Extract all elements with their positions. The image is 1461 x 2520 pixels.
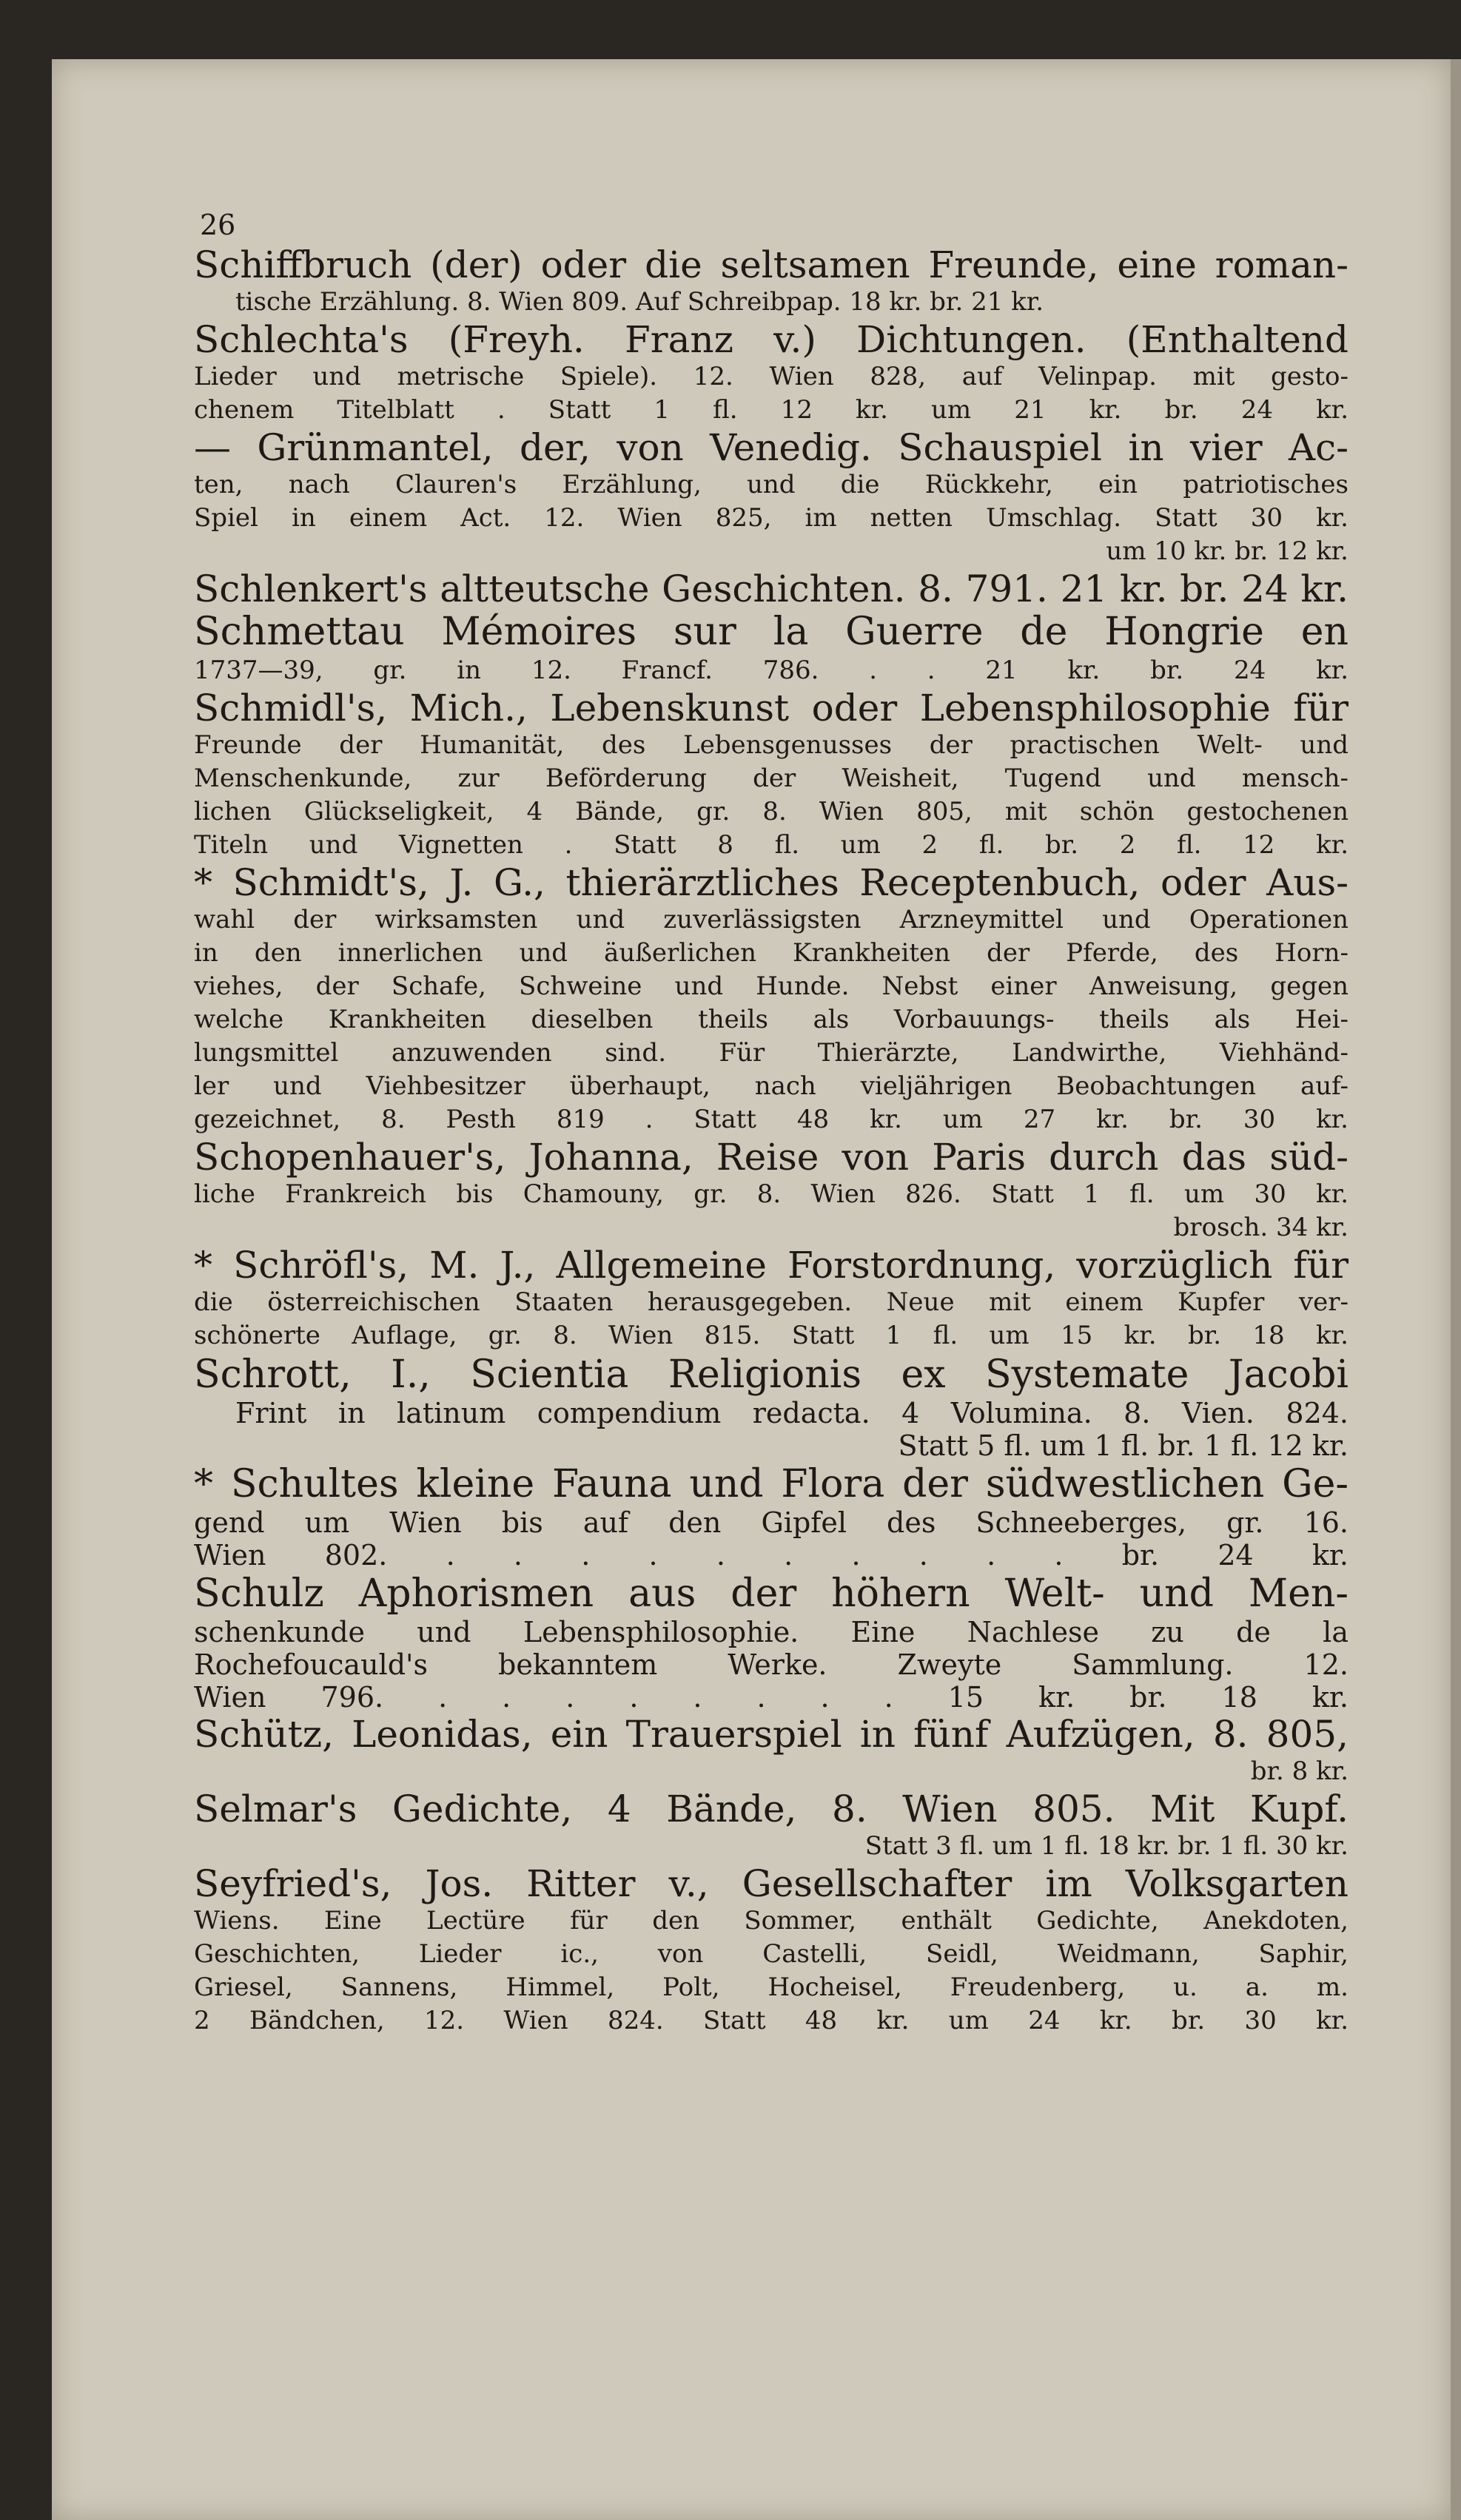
entry-line: chenem Titelblatt . Statt 1 fl. 12 kr. um 21 kr. br. 24 kr. [194,395,1349,425]
entry-heading: Schlenkert's altteutsche Geschichten. 8. 791. 21 kr. br. 24 kr. [194,568,1349,610]
entry-line: die österreichischen Staaten herausgegeben. Neue mit einem Kupfer ver- [194,1287,1349,1317]
entry-price: Statt 3 fl. um 1 fl. 18 kr. br. 1 fl. 30 kr. [864,1831,1349,1861]
entry-heading: * Schmidt's, J. G., thierärztliches Receptenbuch, oder Aus- [194,862,1349,903]
entry-heading: Schiffbruch (der) oder die seltsamen Freunde, eine roman- [194,244,1349,286]
entry-line: Freunde der Humanität, des Lebensgenusses der practischen Welt- und [194,730,1349,760]
catalog-entries [194,244,1349,2038]
entry-schultes [194,1462,1349,1571]
entry-line: schenkunde und Lebensphilosophie. Eine Nachlese zu de la [194,1616,1349,1648]
entry-heading: Schulz Aphorismen aus der höhern Welt- und Men- [194,1571,1349,1616]
entry-line: Wiens. Eine Lectüre für den Sommer, enthält Gedichte, Anekdoten, [194,1906,1349,1936]
entry-schiffbruch [194,244,1349,319]
entry-heading: Schmettau Mémoires sur la Guerre de Hongrie en [194,610,1349,654]
entry-line: lichen Glückseligkeit, 4 Bände, gr. 8. Wien 805, mit schön gestochenen [194,797,1349,826]
entry-line: schönerte Auflage, gr. 8. Wien 815. Statt 1 fl. um 15 kr. br. 18 kr. [194,1321,1349,1350]
entry-line: Wien 802. . . . . . . . . . . br. 24 kr. [194,1539,1349,1571]
entry-schmidt [194,862,1349,1136]
entry-heading: Schlechta's (Freyh. Franz v.) Dichtungen. (Enthaltend [194,319,1349,360]
entry-schlenkert [194,568,1349,610]
entry-line: ten, nach Clauren's Erzählung, und die Rückkehr, ein patriotisches [194,470,1349,499]
entry-line: ler und Viehbesitzer überhaupt, nach vieljährigen Beobachtungen auf- [194,1071,1349,1101]
entry-line: 2 Bändchen, 12. Wien 824. Statt 48 kr. um 24 kr. br. 30 kr. [194,2006,1349,2035]
entry-price: um 10 kr. br. 12 kr. [1106,536,1349,566]
entry-schuetz [194,1714,1349,1788]
entry-schlechta [194,319,1349,427]
entry-price: brosch. 34 kr. [1173,1213,1349,1242]
entry-line: tische Erzählung. 8. Wien 809. Auf Schreibpap. 18 kr. br. 21 kr. [235,287,1044,317]
entry-line: Frint in latinum compendium redacta. 4 Volumina. 8. Vien. 824. [235,1397,1349,1429]
entry-line: welche Krankheiten dieselben theils als Vorbauungs- theils als Hei- [194,1005,1349,1034]
entry-line: Spiel in einem Act. 12. Wien 825, im netten Umschlag. Statt 30 kr. [194,503,1349,533]
entry-line: gezeichnet, 8. Pesth 819 . Statt 48 kr. um 27 kr. br. 30 kr. [194,1105,1349,1134]
entry-price: br. 8 kr. [1250,1756,1349,1786]
entry-line: liche Frankreich bis Chamouny, gr. 8. Wien 826. Statt 1 fl. um 30 kr. [194,1179,1349,1209]
entry-line: wahl der wirksamsten und zuverlässigsten Arzneymittel und Operationen [194,905,1349,934]
entry-heading: Selmar's Gedichte, 4 Bände, 8. Wien 805. Mit Kupf. [194,1788,1349,1830]
entry-schmidl [194,687,1349,862]
entry-heading: Schopenhauer's, Johanna, Reise von Paris durch das süd- [194,1136,1349,1178]
entry-schrott [194,1352,1349,1462]
entry-schopenhauer [194,1136,1349,1244]
entry-line: Geschichten, Lieder ic., von Castelli, Seidl, Weidmann, Saphir, [194,1939,1349,1969]
entry-seyfried [194,1863,1349,2038]
entry-line: 1737—39, gr. in 12. Francf. 786. . . 21 kr. br. 24 kr. [194,656,1349,685]
entry-heading: — Grünmantel, der, von Venedig. Schauspiel in vier Ac- [194,427,1349,468]
entry-heading: * Schröfl's, M. J., Allgemeine Forstordnung, vorzüglich für [194,1244,1349,1286]
entry-line: in den innerlichen und äußerlichen Krankheiten der Pferde, des Horn- [194,938,1349,968]
entry-heading: Seyfried's, Jos. Ritter v., Gesellschafter im Volksgarten [194,1863,1349,1904]
entry-schulz [194,1571,1349,1714]
entry-line: gend um Wien bis auf den Gipfel des Schneeberges, gr. 16. [194,1506,1349,1539]
entry-selmar [194,1788,1349,1863]
page-number: 26 [200,209,236,241]
entry-heading: Schmidl's, Mich., Lebenskunst oder Lebensphilosophie für [194,687,1349,729]
entry-gruenmantel [194,427,1349,568]
entry-line: viehes, der Schafe, Schweine und Hunde. Nebst einer Anweisung, gegen [194,971,1349,1001]
entry-line: Rochefoucauld's bekanntem Werke. Zweyte Sammlung. 12. [194,1648,1349,1681]
entry-line: lungsmittel anzuwenden sind. Für Thierärzte, Landwirthe, Viehhänd- [194,1038,1349,1068]
entry-line: Menschenkunde, zur Beförderung der Weisheit, Tugend und mensch- [194,764,1349,793]
entry-heading: Schütz, Leonidas, ein Trauerspiel in fünf Aufzügen, 8. 805, [194,1714,1349,1755]
entry-line: Lieder und metrische Spiele). 12. Wien 828, auf Velinpap. mit gesto- [194,362,1349,391]
entry-schmettau [194,610,1349,687]
entry-heading: * Schultes kleine Fauna und Flora der südwestlichen Ge- [194,1462,1349,1506]
entry-line: Wien 796. . . . . . . . . 15 kr. br. 18 kr. [194,1681,1349,1714]
entry-line: Griesel, Sannens, Himmel, Polt, Hocheisel, Freudenberg, u. a. m. [194,1972,1349,2002]
entry-line: Titeln und Vignetten . Statt 8 fl. um 2 fl. br. 2 fl. 12 kr. [194,830,1349,860]
entry-heading: Schrott, I., Scientia Religionis ex Systemate Jacobi [194,1352,1349,1397]
entry-schroefl [194,1244,1349,1352]
entry-price: Statt 5 fl. um 1 fl. br. 1 fl. 12 kr. [898,1429,1349,1462]
